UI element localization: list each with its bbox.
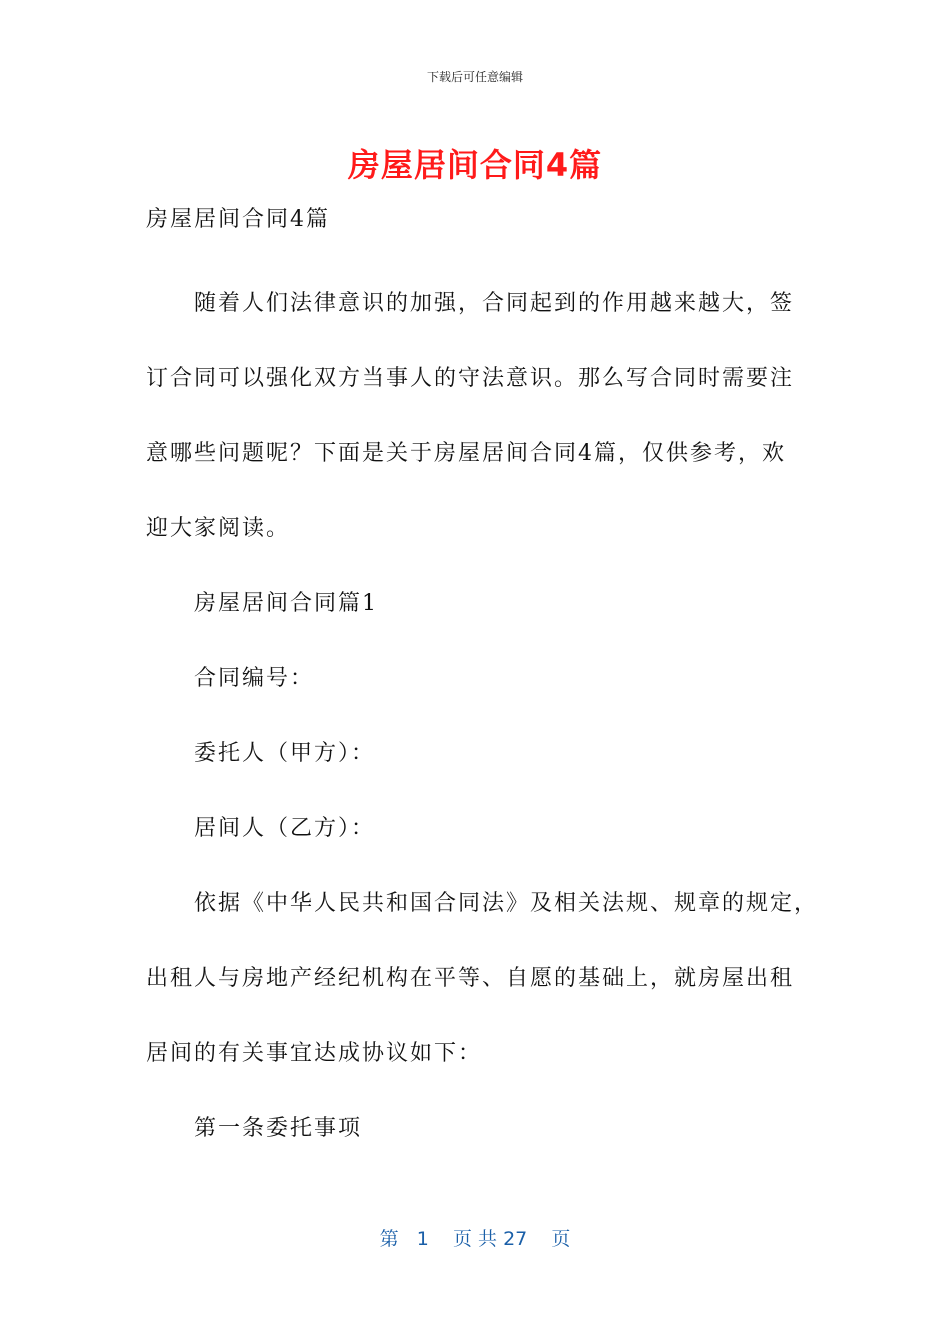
footer-suffix: 页 [551,1228,571,1250]
document-title: 房屋居间合同4篇 [347,146,603,184]
document-body [146,196,819,1166]
body-line: 意哪些问题呢？下面是关于房屋居间合同4篇，仅供参考，欢 [146,441,786,466]
body-line: 依据《中华人民共和国合同法》及相关法规、规章的规定， [194,891,819,916]
header-note: 下载后可任意编辑 [426,70,523,84]
footer-prefix: 第 [379,1228,399,1250]
footer-mid: 页 共 [452,1228,498,1250]
page-footer [0,1224,950,1251]
body-line: 随着人们法律意识的加强，合同起到的作用越来越大，签 [194,291,795,316]
body-line: 订合同可以强化双方当事人的守法意识。那么写合同时需要注 [146,366,795,391]
party-a-field: 委托人（甲方）： [194,741,376,766]
section-heading: 房屋居间合同篇1 [194,591,378,616]
contract-number-field: 合同编号： [194,666,315,691]
body-line: 房屋居间合同4篇 [146,207,330,232]
party-b-field: 居间人（乙方）： [194,816,376,841]
article-heading: 第一条委托事项 [194,1116,363,1141]
total-pages-number: 27 [503,1228,528,1250]
body-line: 迎大家阅读。 [146,516,291,541]
body-line: 出租人与房地产经纪机构在平等、自愿的基础上，就房屋出租 [146,966,795,991]
current-page-number: 1 [416,1228,429,1250]
body-line: 居间的有关事宜达成协议如下： [146,1041,483,1066]
